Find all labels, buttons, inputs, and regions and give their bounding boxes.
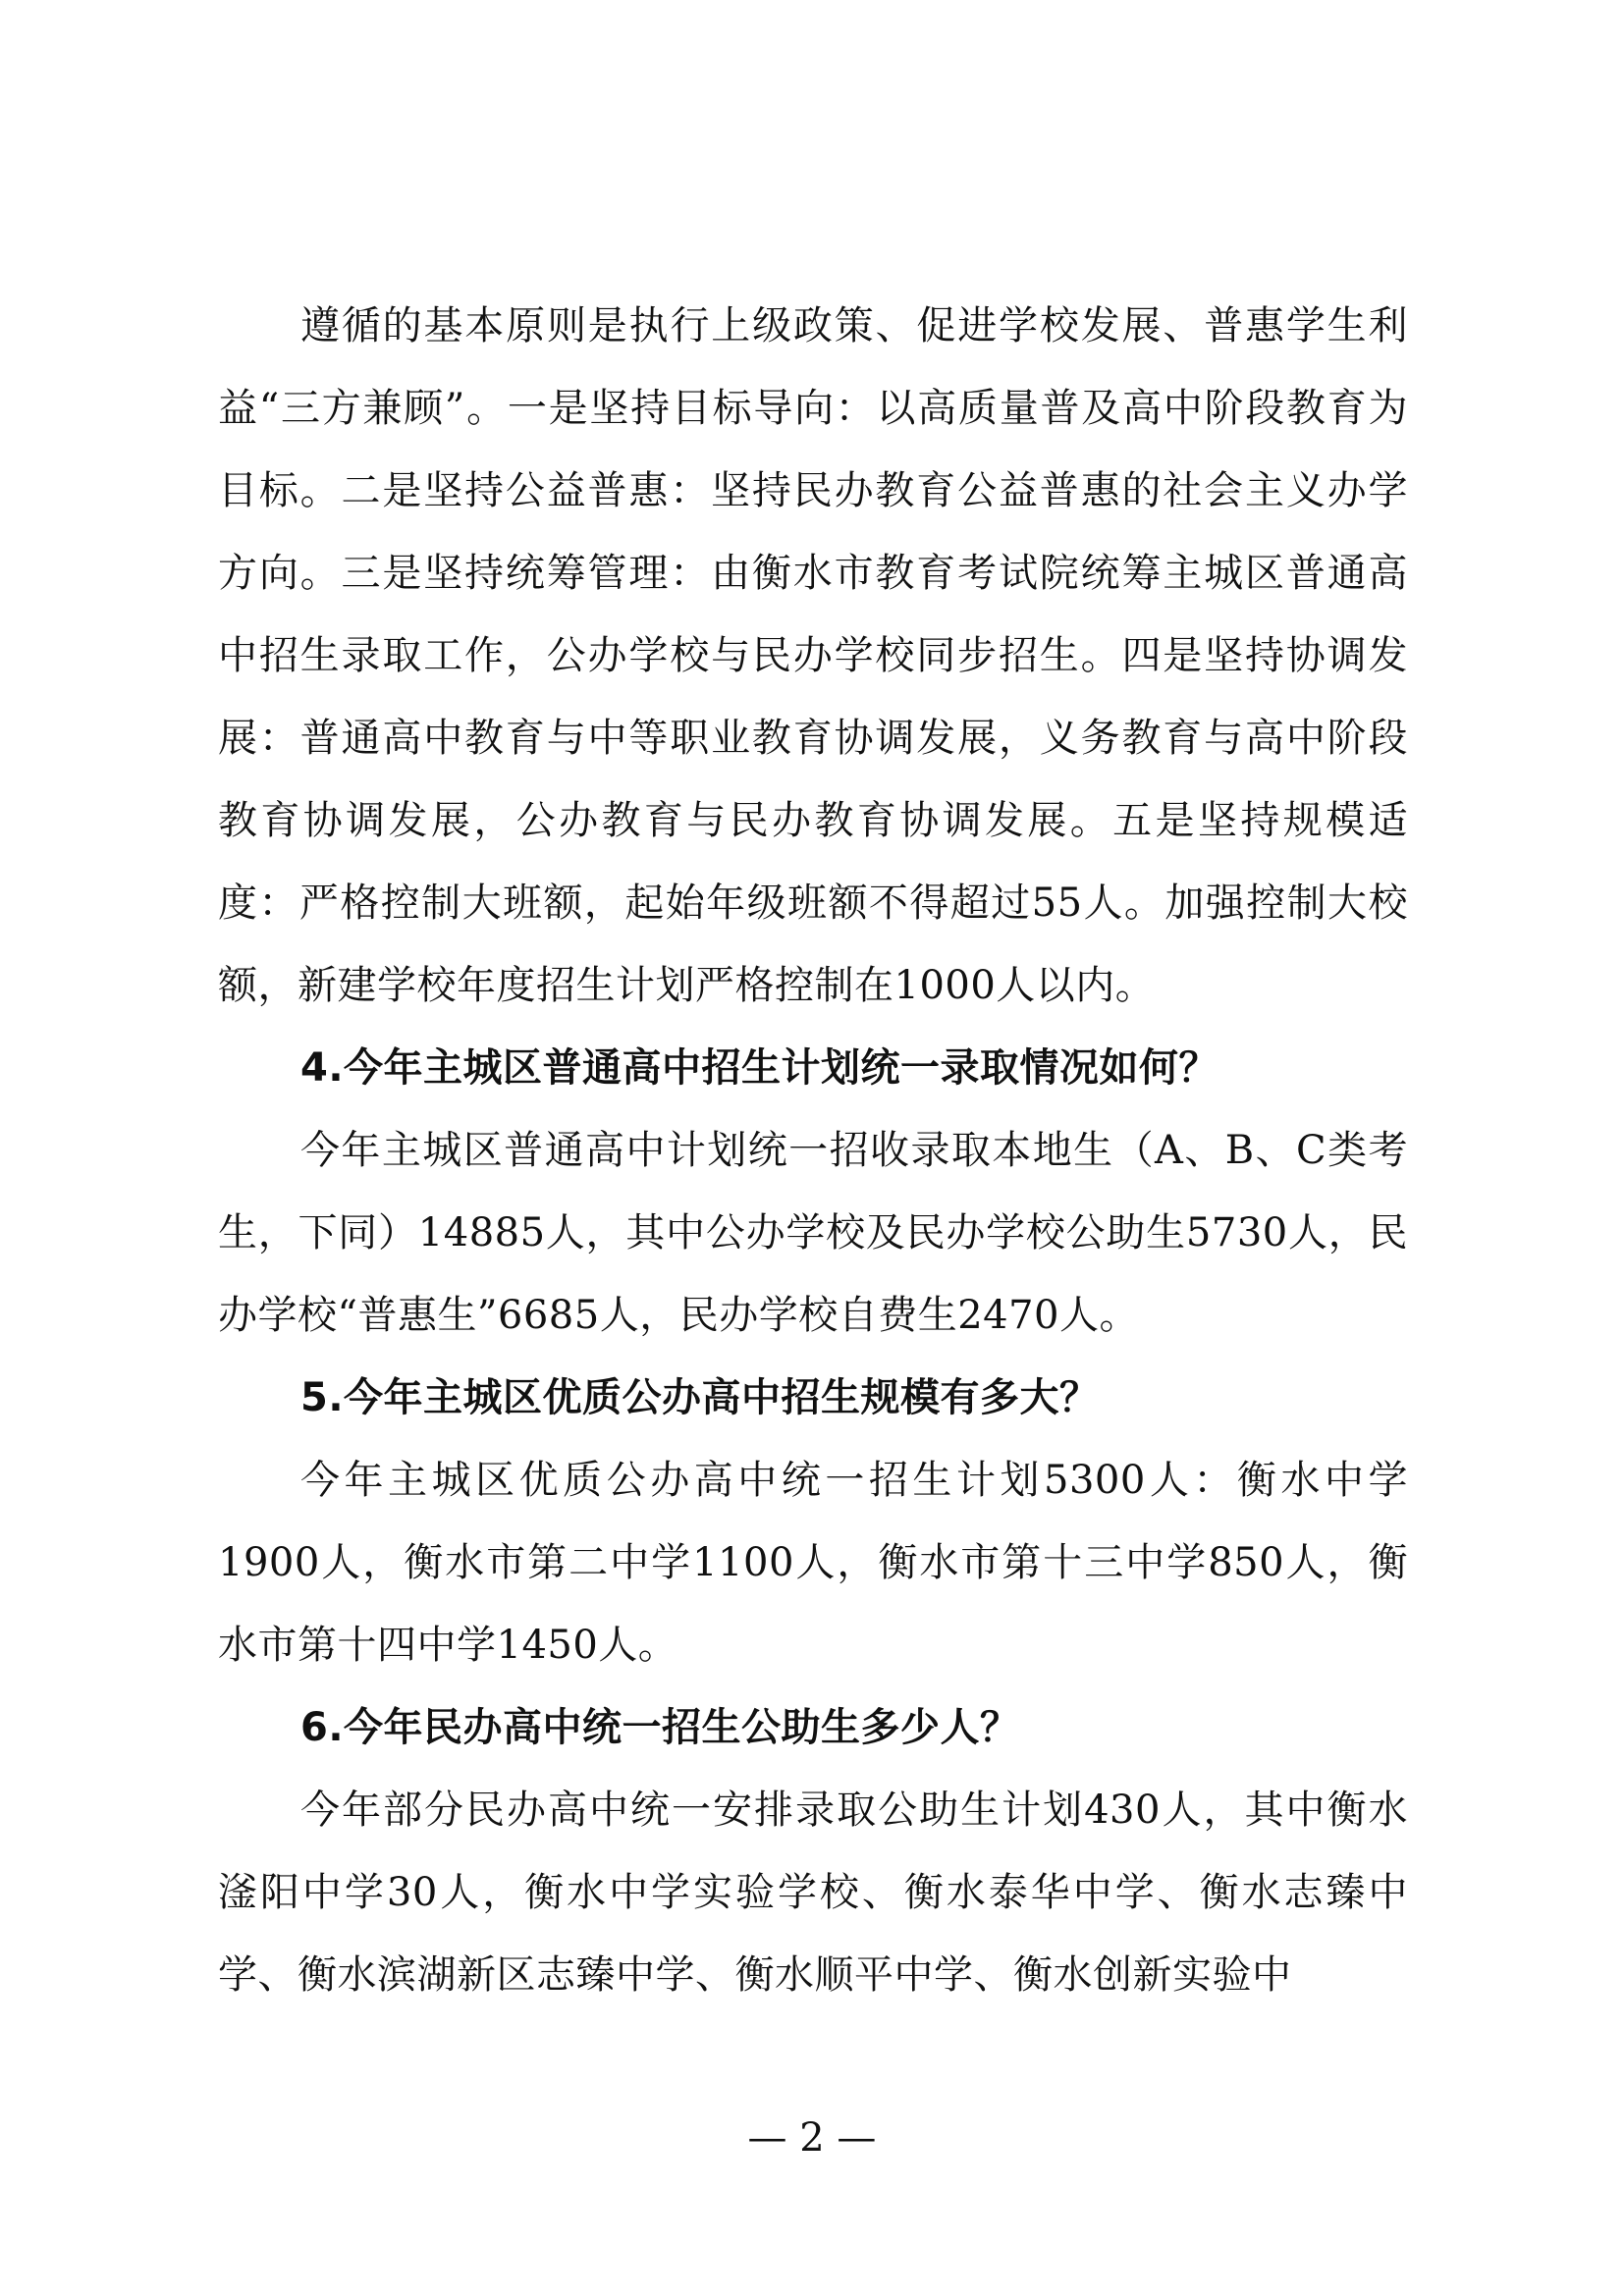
- question-heading-4: 4.今年主城区普通高中招生计划统一录取情况如何？: [300, 1045, 1219, 1091]
- question-heading-5: 5.今年主城区优质公办高中招生规模有多大？: [300, 1375, 1100, 1420]
- paragraph-answer-4: 今年主城区普通高中计划统一招收录取本地生（A、B、C类考生，下同）14885人，其中公办学校及民办学校公助生5730人，民办学校“普惠生”6685人，民办学校自费生2470人。: [218, 1128, 1408, 1338]
- document-body: [218, 285, 1408, 2016]
- question-heading-6: 6.今年民办高中统一招生公助生多少人？: [300, 1705, 1020, 1750]
- paragraph-answer-5: 今年主城区优质公办高中统一招生计划5300人：衡水中学1900人，衡水市第二中学1100人，衡水市第十三中学850人，衡水市第十四中学1450人。: [218, 1458, 1408, 1668]
- page-number: — 2 —: [747, 2115, 877, 2161]
- paragraph-principles: 遵循的基本原则是执行上级政策、促进学校发展、普惠学生利益“三方兼顾”。一是坚持目标导向：以高质量普及高中阶段教育为目标。二是坚持公益普惠：坚持民办教育公益普惠的社会主义办学方向。三是坚持统筹管理：由衡水市教育考试院统筹主城区普通高中招生录取工作，公办学校与民办学校同步招生。四是坚持协调发展：普通高中教育与中等职业教育协调发展，义务教育与高中阶段教育协调发展，公办教育与民办教育协调发展。五是坚持规模适度：严格控制大班额，起始年级班额不得超过55人。加强控制大校额，新建学校年度招生计划严格控制在1000人以内。: [218, 303, 1408, 1008]
- paragraph-answer-6: 今年部分民办高中统一安排录取公助生计划430人，其中衡水滏阳中学30人，衡水中学实验学校、衡水泰华中学、衡水志臻中学、衡水滨湖新区志臻中学、衡水顺平中学、衡水创新实验中: [218, 1788, 1408, 1998]
